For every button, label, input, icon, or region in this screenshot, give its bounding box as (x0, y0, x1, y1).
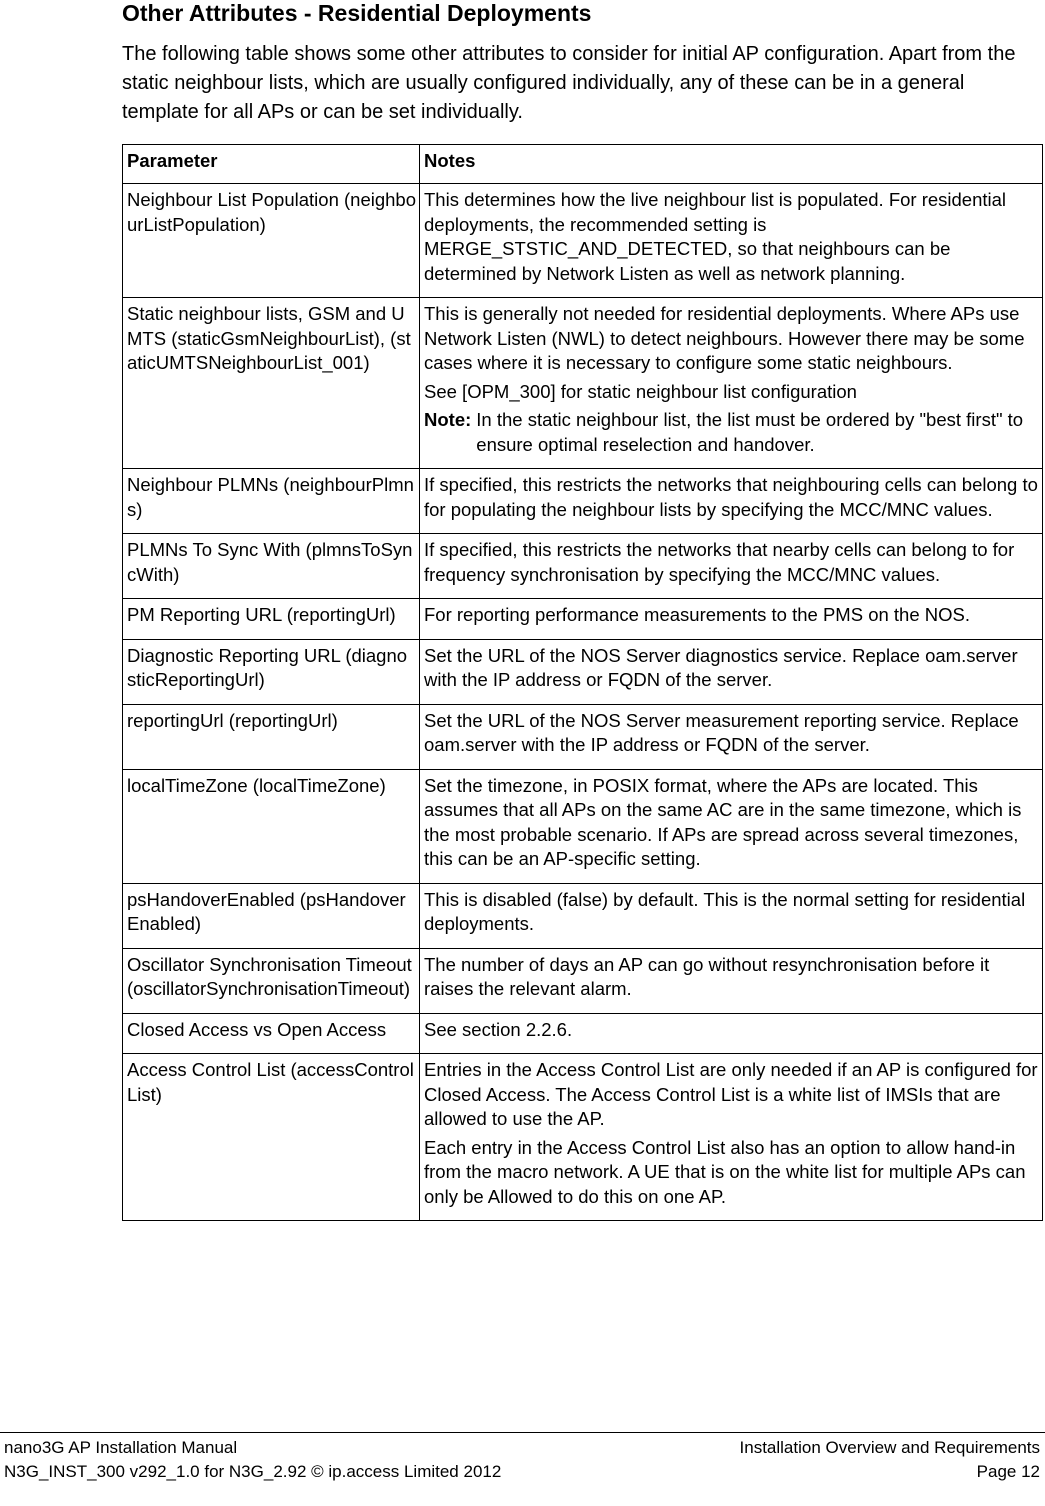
notes-paragraph: If specified, this restricts the networks that nearby cells can belong to for frequency synchronisation by specifying the MCC/MNC values. (424, 539, 1015, 585)
table-row (123, 534, 1043, 599)
footer-chapter-title: Installation Overview and Requirements (739, 1438, 1040, 1457)
table-row (123, 298, 1043, 469)
column-header-notes: Notes (420, 145, 1043, 184)
parameter-cell: Closed Access vs Open Access (123, 1013, 420, 1054)
notes-paragraph: Entries in the Access Control List are only needed if an AP is configured for Closed Access. The Access Control List is a white list of IMSIs that are allowed to use the AP. (424, 1059, 1038, 1129)
column-header-parameter: Parameter (123, 145, 420, 184)
notes-cell (420, 1013, 1043, 1054)
attributes-table (122, 144, 1043, 1221)
notes-paragraph: This is generally not needed for residential deployments. Where APs use Network Listen (NWL) to detect neighbours. However there may be some cases where it is necessary to configure some static neighbours. (424, 303, 1025, 373)
section-heading: Other Attributes - Residential Deployments (122, 0, 592, 26)
notes-paragraph: If specified, this restricts the networks that neighbouring cells can belong to for populating the neighbour lists by specifying the MCC/MNC values. (424, 474, 1038, 520)
notes-paragraph: Each entry in the Access Control List also has an option to allow hand-in from the macro network. A UE that is on the white list for multiple APs can only be Allowed to do this on one AP. (424, 1136, 1026, 1207)
footer-manual-title: nano3G AP Installation Manual (4, 1438, 238, 1457)
parameter-cell: reportingUrl (reportingUrl) (123, 704, 420, 769)
footer-document-id: N3G_INST_300 v292_1.0 for N3G_2.92 © ip.access Limited 2012 (4, 1462, 502, 1481)
notes-cell (420, 948, 1043, 1013)
notes-cell (420, 184, 1043, 298)
footer-divider (0, 1432, 1045, 1433)
notes-paragraph: See [OPM_300] for static neighbour list configuration (424, 380, 857, 402)
table-header-row (123, 145, 1043, 184)
parameter-cell: Diagnostic Reporting URL (diagnosticReportingUrl) (123, 639, 420, 704)
table-row (123, 704, 1043, 769)
parameter-cell: Oscillator Synchronisation Timeout (oscillatorSynchronisationTimeout) (123, 948, 420, 1013)
note-text: In the static neighbour list, the list must be ordered by "best first" to ensure optimal reselection and handover. (476, 409, 1024, 455)
table-row (123, 1013, 1043, 1054)
notes-paragraph: For reporting performance measurements to the PMS on the NOS. (424, 604, 970, 625)
parameter-cell: Access Control List (accessControlList) (123, 1054, 420, 1221)
notes-paragraph: Set the timezone, in POSIX format, where the APs are located. This assumes that all APs on the same AC are in the same timezone, which is the most probable scenario. If APs are spread across several timezones, this can be an AP-specific setting. (424, 774, 1022, 869)
notes-paragraph: This determines how the live neighbour list is populated. For residential deployments, the recommended setting is MERGE_STSTIC_AND_DETECTED, so that neighbours can be determined by Network Listen as well as network planning. (424, 189, 1007, 284)
footer-page-number: Page 12 (976, 1462, 1040, 1481)
note-block (424, 408, 1039, 457)
intro-paragraph: The following table shows some other attributes to consider for initial AP configuration. Apart from the static neighbour lists, which are usually configured individually, any of these can be in a general template for all APs or can be set individually. (122, 43, 1016, 123)
notes-paragraph: This is disabled (false) by default. This is the normal setting for residential deployments. (424, 888, 1026, 934)
table-row (123, 1054, 1043, 1221)
notes-cell (420, 639, 1043, 704)
table-body (123, 184, 1043, 1221)
table-row (123, 469, 1043, 534)
note-label: Note: (424, 409, 472, 430)
notes-cell (420, 469, 1043, 534)
table-row (123, 948, 1043, 1013)
notes-cell (420, 534, 1043, 599)
notes-paragraph: The number of days an AP can go without resynchronisation before it raises the relevant alarm. (424, 953, 990, 999)
table-row (123, 769, 1043, 883)
parameter-cell: psHandoverEnabled (psHandoverEnabled) (123, 883, 420, 948)
notes-cell (420, 704, 1043, 769)
table-row (123, 883, 1043, 948)
parameter-cell: Static neighbour lists, GSM and UMTS (staticGsmNeighbourList), (staticUMTSNeighbourList_001) (123, 298, 420, 469)
parameter-cell: localTimeZone (localTimeZone) (123, 769, 420, 883)
notes-cell (420, 1054, 1043, 1221)
parameter-cell: Neighbour PLMNs (neighbourPlmns) (123, 469, 420, 534)
notes-paragraph: Set the URL of the NOS Server measurement reporting service. Replace oam.server with the IP address or FQDN of the server. (424, 709, 1019, 755)
notes-cell (420, 298, 1043, 469)
table-row (123, 599, 1043, 640)
parameter-cell: PM Reporting URL (reportingUrl) (123, 599, 420, 640)
parameter-cell: Neighbour List Population (neighbourListPopulation) (123, 184, 420, 298)
table-row (123, 184, 1043, 298)
table-row (123, 639, 1043, 704)
notes-cell (420, 769, 1043, 883)
notes-cell (420, 883, 1043, 948)
notes-paragraph: See section 2.2.6. (424, 1018, 573, 1040)
notes-paragraph: Set the URL of the NOS Server diagnostics service. Replace oam.server with the IP address or FQDN of the server. (424, 644, 1018, 690)
parameter-cell: PLMNs To Sync With (plmnsToSyncWith) (123, 534, 420, 599)
notes-cell (420, 599, 1043, 640)
